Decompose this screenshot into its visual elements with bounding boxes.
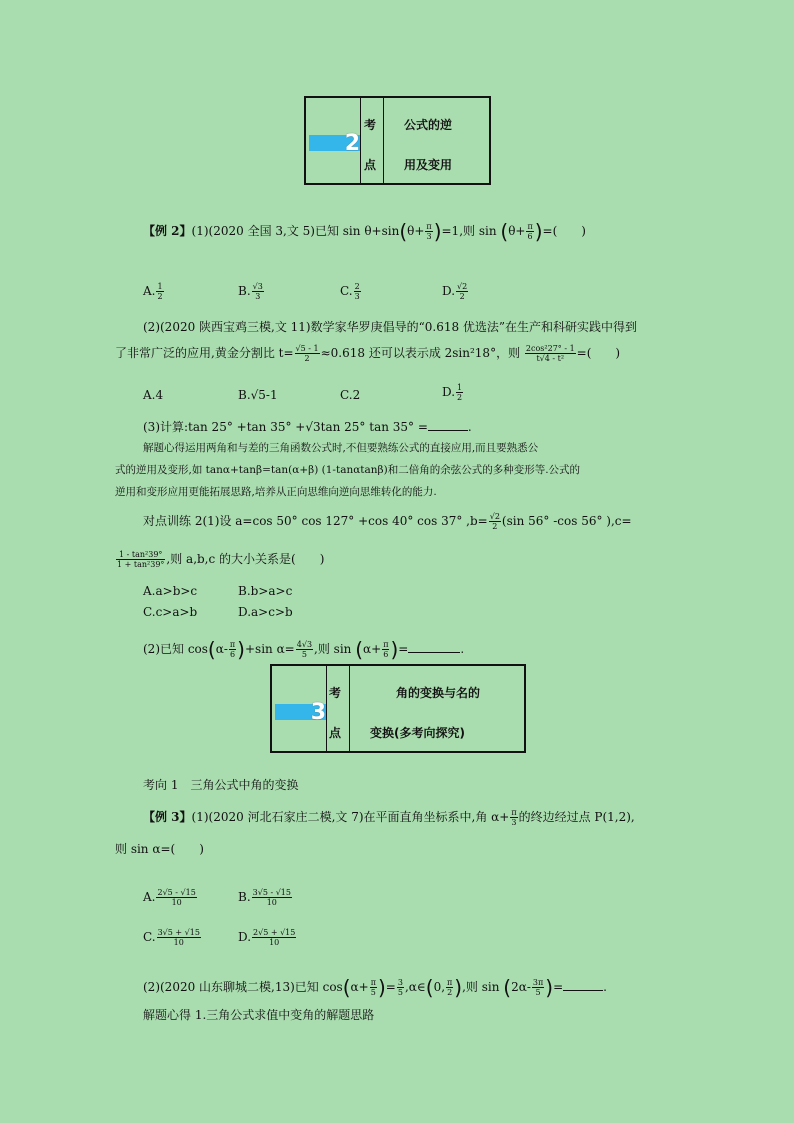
option-c[interactable]: C.c>a>b — [143, 605, 198, 619]
example-2-q3: (3)计算:tan 25° +tan 35° +√3tan 25° tan 35° = . — [143, 420, 472, 434]
example-2-q1: 【例 2】(1)(2020 全国 3,文 5)已知 sin θ+sin(θ+ $\frac{\pi}{3}$ )=1,则 sin (θ+ $\frac{\pi}{6}$ )=( ) — [143, 219, 586, 244]
option-b[interactable]: B. $\frac{3√5 - √15}{10}$ — [238, 888, 291, 907]
option-b[interactable]: B.b>a>c — [238, 584, 293, 598]
topic-label-bottom: 点 — [329, 726, 342, 740]
tip-line: 式的逆用及变形,如 tanα+tanβ=tan(α+β) (1-tanαtanβ)和二倍角的余弦公式的多种变形等.公式的 — [115, 464, 581, 476]
example-2-q2-line2: 了非常广泛的应用,黄金分割比 t= $\frac{√5 - 1}{2}$ ≈0.618 还可以表示成 2sin²18°，则 $\frac{\text{2cos²27° - 1}}{\text{t√4 - t²}}$ =( ) — [115, 344, 621, 363]
option-c[interactable]: C.2 — [340, 388, 361, 402]
tip-line: 解题心得运用两角和与差的三角函数公式时,不但要熟练公式的直接应用,而且要熟悉公 — [143, 442, 539, 454]
topic-label-bottom: 点 — [364, 158, 377, 172]
drill-2-line2: $\frac{\text{1 - tan²39°}}{\text{1 + tan²39°}}$ ,则 a,b,c 的大小关系是( ) — [117, 550, 325, 569]
tip-heading: 解题心得 1.三角公式求值中变角的解题思路 — [143, 1008, 375, 1022]
answer-blank[interactable] — [428, 420, 468, 431]
answer-blank[interactable] — [563, 980, 603, 991]
topic-box-3 — [270, 664, 526, 753]
option-a[interactable]: A. $\frac{1}{2}$ — [143, 282, 163, 301]
answer-blank[interactable] — [408, 642, 460, 653]
option-b[interactable]: B. $\frac{√3}{3}$ — [238, 282, 263, 301]
option-a[interactable]: A.a>b>c — [143, 584, 198, 598]
direction-heading: 考向 1 三角公式中角的变换 — [143, 778, 299, 792]
option-a[interactable]: A.4 — [143, 388, 164, 402]
option-b[interactable]: B.√5-1 — [238, 388, 278, 402]
option-d[interactable]: D.a>c>b — [238, 605, 293, 619]
example-3-q1-cont: 则 sin α=( ) — [115, 842, 204, 856]
example-3-q1: 【例 3】(1)(2020 河北石家庄二模,文 7)在平面直角坐标系中,角 α+ $\frac{\pi}{3}$ 的终边经过点 P(1,2), — [143, 808, 635, 827]
topic-title-line2: 用及变用 — [404, 158, 453, 172]
option-d[interactable]: D. $\frac{2√5 + √15}{10}$ — [238, 928, 296, 947]
topic-title-line2: 变换(多考向探究) — [370, 726, 465, 740]
tip-line: 逆用和变形应用更能拓展思路,培养从正向思维向逆向思维转化的能力. — [115, 486, 437, 498]
example-3-q2: (2)(2020 山东聊城二模,13)已知 cos(α+ $\frac{\pi}{5}$ )= $\frac{3}{5}$ ,α∈(0, $\frac{\pi}{2}$ ),则 sin (2α- $\frac{3\pi}{5}$ )= . — [143, 975, 607, 1000]
topic-title-line1: 公式的逆 — [404, 118, 453, 132]
topic-box-2 — [304, 96, 491, 185]
topic-number-badge: 2 — [309, 135, 361, 151]
option-c[interactable]: C. $\frac{2}{3}$ — [340, 282, 360, 301]
topic-label-top: 考 — [364, 118, 377, 132]
option-d[interactable]: D. $\frac{1}{2}$ — [442, 383, 463, 402]
option-d[interactable]: D. $\frac{√2}{2}$ — [442, 282, 468, 301]
topic-title-line1: 角的变换与名的 — [396, 686, 481, 700]
topic-number-badge: 3 — [275, 704, 327, 720]
drill-2-q2: (2)已知 cos(α- $\frac{\pi}{6}$ )+sin α= $\frac{4√3}{5}$ ,则 sin (α+ $\frac{\pi}{6}$ )= . — [143, 637, 465, 662]
option-c[interactable]: C. $\frac{3√5 + √15}{10}$ — [143, 928, 200, 947]
example-2-q2-line1: (2)(2020 陕西宝鸡三模,文 11)数学家华罗庚倡导的“0.618 优选法”在生产和科研实践中得到 — [143, 320, 638, 334]
topic-label-top: 考 — [329, 686, 342, 700]
option-a[interactable]: A. $\frac{2√5 - √15}{10}$ — [143, 888, 196, 907]
drill-2-line1: 对点训练 2(1)设 a=cos 50° cos 127° +cos 40° cos 37° ,b= $\frac{√2}{2}$ (sin 56° -cos 56° ),c= — [143, 512, 632, 531]
